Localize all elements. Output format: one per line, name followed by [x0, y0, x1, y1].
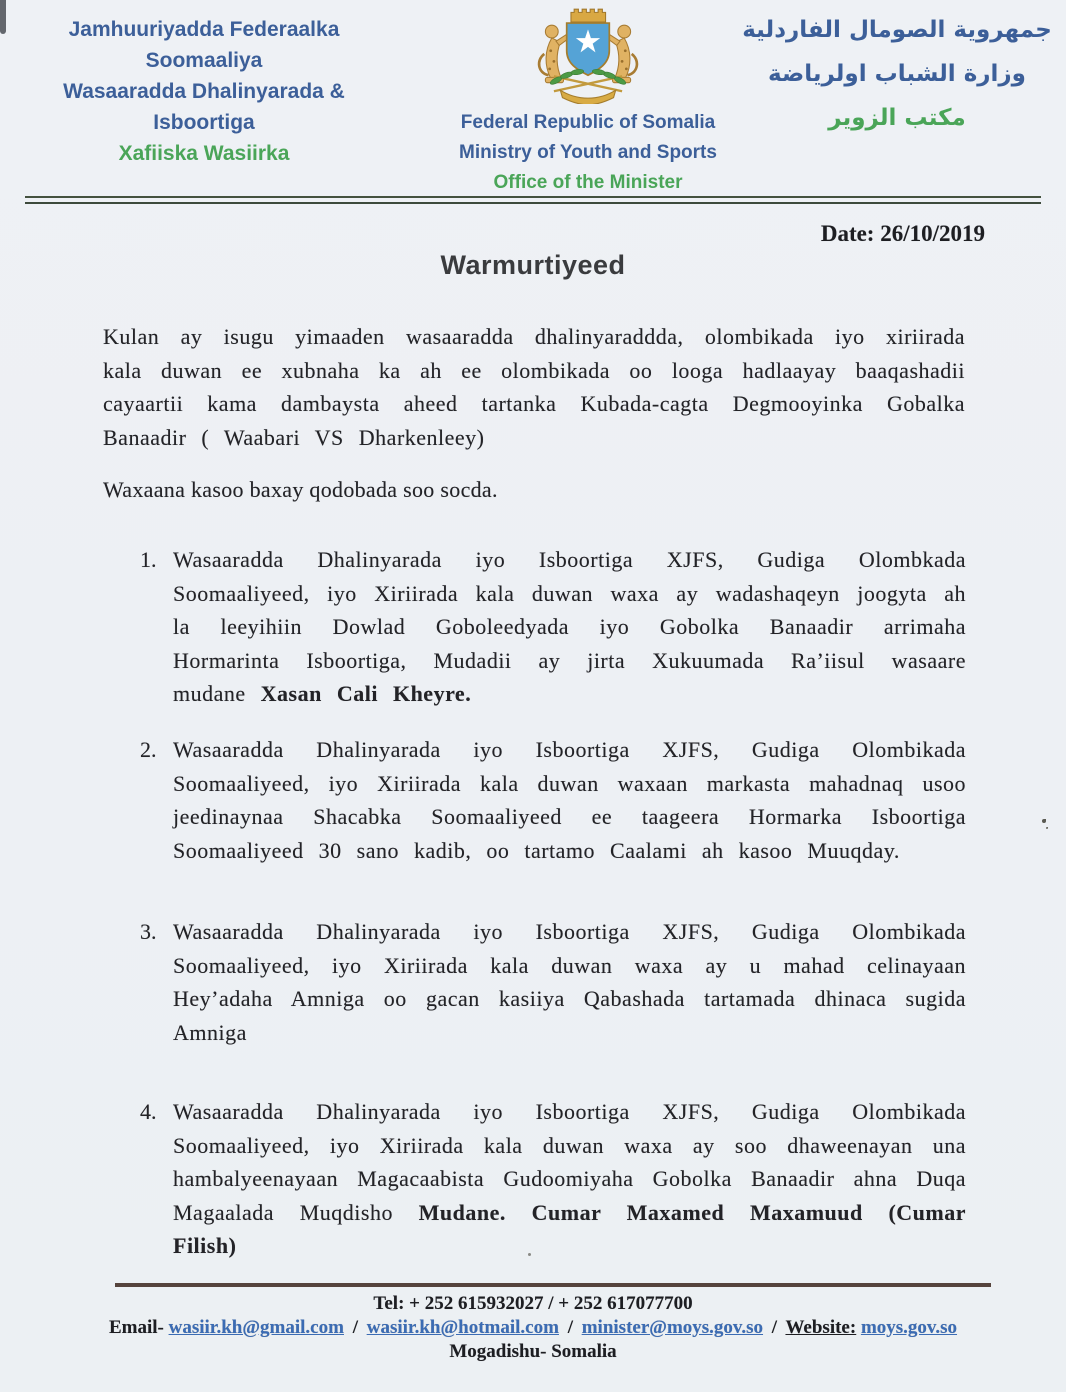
list-item-number: 2.	[140, 737, 157, 762]
ministry-name-somali: Wasaaradda Dhalinyarada & Isboortiga	[63, 80, 345, 134]
city-line: Mogadishu- Somalia	[449, 1341, 617, 1362]
scan-speck	[528, 1253, 531, 1256]
list-item	[140, 733, 966, 867]
scan-speck	[1042, 819, 1046, 823]
date-line: Date: 26/10/2019	[820, 221, 985, 246]
letterhead-somali-block	[18, 14, 390, 169]
list-item-text: Wasaaradda Dhalinyarada iyo Isboortiga XJFS, Gudiga Olombikada Soomaaliyeed, iyo Xiriirada kala duwan waxa ay soo dhaweenayan una hambalyeenayaan Magacaabista Gudoomiyaha Gobolka Banaadir ahna Duqa Magaalada Muqdisho Mudane. Cumar Maxamed Maxamuud (Cumar Filish)	[173, 1099, 967, 1258]
list-item	[140, 543, 966, 711]
email-link-gmail[interactable]: wasiir.kh@gmail.com	[168, 1317, 344, 1338]
website-link[interactable]: moys.gov.so	[860, 1317, 958, 1338]
lead-line: Waxaana kasoo baxay qodobada soo socda.	[103, 477, 498, 502]
office-name-english: Office of the Minister	[493, 172, 683, 193]
bold-name: Mudane. Cumar Maxamed Maxamuud (Cumar Filish)	[173, 1199, 967, 1258]
page-title: Warmurtiyeed	[440, 250, 626, 280]
letterhead-center-block	[438, 4, 738, 198]
scan-edge-artifact	[0, 0, 6, 34]
footer-divider	[115, 1283, 991, 1287]
intro-paragraph: Kulan ay isugu yimaaden wasaaradda dhalinyaraddda, olombikada iyo xiriirada kala duwan ee xubnaha ka ah ee olombikada oo looga hadlaayay baaqashadii cayaartii kama dambaysta aheed tartanka Kubada-cagta Degmooyinka Gobalka Banaadir ( Waabari VS Dharkenleey)	[103, 324, 965, 450]
email-link-minister[interactable]: minister@moys.gov.so	[581, 1317, 764, 1338]
website-label: Website:	[785, 1317, 857, 1338]
bold-name: Xasan Cali Kheyre.	[260, 681, 472, 706]
republic-name-english: Federal Republic of Somalia	[460, 112, 716, 133]
email-link-hotmail[interactable]: wasiir.kh@hotmail.com	[366, 1317, 559, 1338]
somalia-coat-of-arms-icon	[524, 6, 652, 104]
list-item-text: Wasaaradda Dhalinyarada iyo Isboortiga XJFS, Gudiga Olombkada Soomaaliyeed, iyo Xiriirada kala duwan waxa ay wadashaqeyn joogyta ah la leeyihiin Dowlad Goboleedyada iyo Gobolka Banaadir arrimaha Hormarinta Isboortiga, Mudadii ay jirta Xukuumada Ra’iisul wasaare mudane Xasan Cali Kheyre.	[173, 547, 966, 706]
republic-name-arabic: جمهروية الصومال الفاردلية	[742, 17, 1052, 43]
list-item	[140, 915, 966, 1049]
office-name-arabic: مكتب الزوير	[828, 105, 966, 131]
email-label: Email-	[108, 1317, 164, 1338]
list-item-number: 1.	[140, 547, 157, 572]
list-item-number: 4.	[140, 1099, 157, 1124]
list-item-text: Wasaaradda Dhalinyarada iyo Isboortiga XJFS, Gudiga Olombikada Soomaaliyeed, iyo Xiriirada kala duwan waxaan markasta mahadnaq usoo jeedinaynaa Shacabka Soomaaliyeed ee taageera Hormarka Isboortiga Soomaaliyeed 30 sano kadib, oo tartamo Caalami ah kasoo Muuqday.	[173, 737, 966, 863]
office-name-somali: Xafiiska Wasiirka	[118, 142, 290, 165]
contact-line	[0, 1317, 1066, 1339]
separator: /	[352, 1317, 358, 1338]
ministry-name-english: Ministry of Youth and Sports	[459, 142, 717, 163]
telephone-line: Tel: + 252 615932027 / + 252 617077700	[373, 1293, 693, 1314]
list-item	[140, 1095, 966, 1263]
separator: /	[771, 1317, 778, 1338]
ministry-name-arabic: وزارة الشباب اولرياضة	[768, 61, 1026, 87]
list-item-text: Wasaaradda Dhalinyarada iyo Isboortiga XJFS, Gudiga Olombikada Soomaaliyeed, iyo Xiriirada kala duwan waxa ay u mahad celinayaan Hey’adaha Amniga oo gacan kasiiya Qabashada tartamada dhinaca sugida Amniga	[173, 919, 966, 1045]
list-item-number: 3.	[140, 919, 157, 944]
letterhead-arabic-block	[742, 8, 1052, 140]
republic-name-somali: Jamhuuriyadda Federaalka Soomaaliya	[68, 18, 340, 72]
separator: /	[567, 1317, 573, 1338]
header-divider	[25, 196, 1041, 204]
